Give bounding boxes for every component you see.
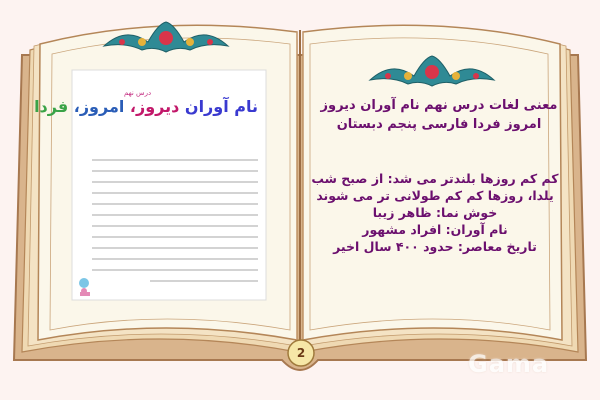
title-word-1: نام آوران: [184, 97, 258, 116]
vocabulary-line: نام آوران: افراد مشهور: [362, 222, 508, 237]
vocabulary-line: یلدا، روزها کم کم طولانی تر می شوند: [316, 188, 554, 203]
vocabulary-line: خوش نما: ظاهر زیبا: [372, 205, 498, 220]
title-word-3: امروز،: [73, 97, 125, 116]
title-word-4: فردا: [34, 97, 69, 116]
textbook-side-strip: [80, 292, 90, 296]
vocabulary-list: [300, 170, 570, 255]
page-title: معنی لغات درس نهم نام آوران دیروز امروز فردا فارسی پنجم دبستان: [320, 98, 558, 132]
vocabulary-line: کم کم روزها بلندتر می شد: از صبح شب: [311, 171, 559, 186]
vocabulary-line: تاریخ معاصر: حدود ۴۰۰ سال اخیر: [333, 239, 537, 254]
page-number: 2: [296, 346, 306, 360]
title-word-2: دیروز،: [129, 97, 180, 116]
watermark-logo: Gama: [468, 350, 550, 378]
textbook-lesson-title: [34, 97, 258, 116]
textbook-lesson-label: درس نهم: [124, 89, 152, 97]
